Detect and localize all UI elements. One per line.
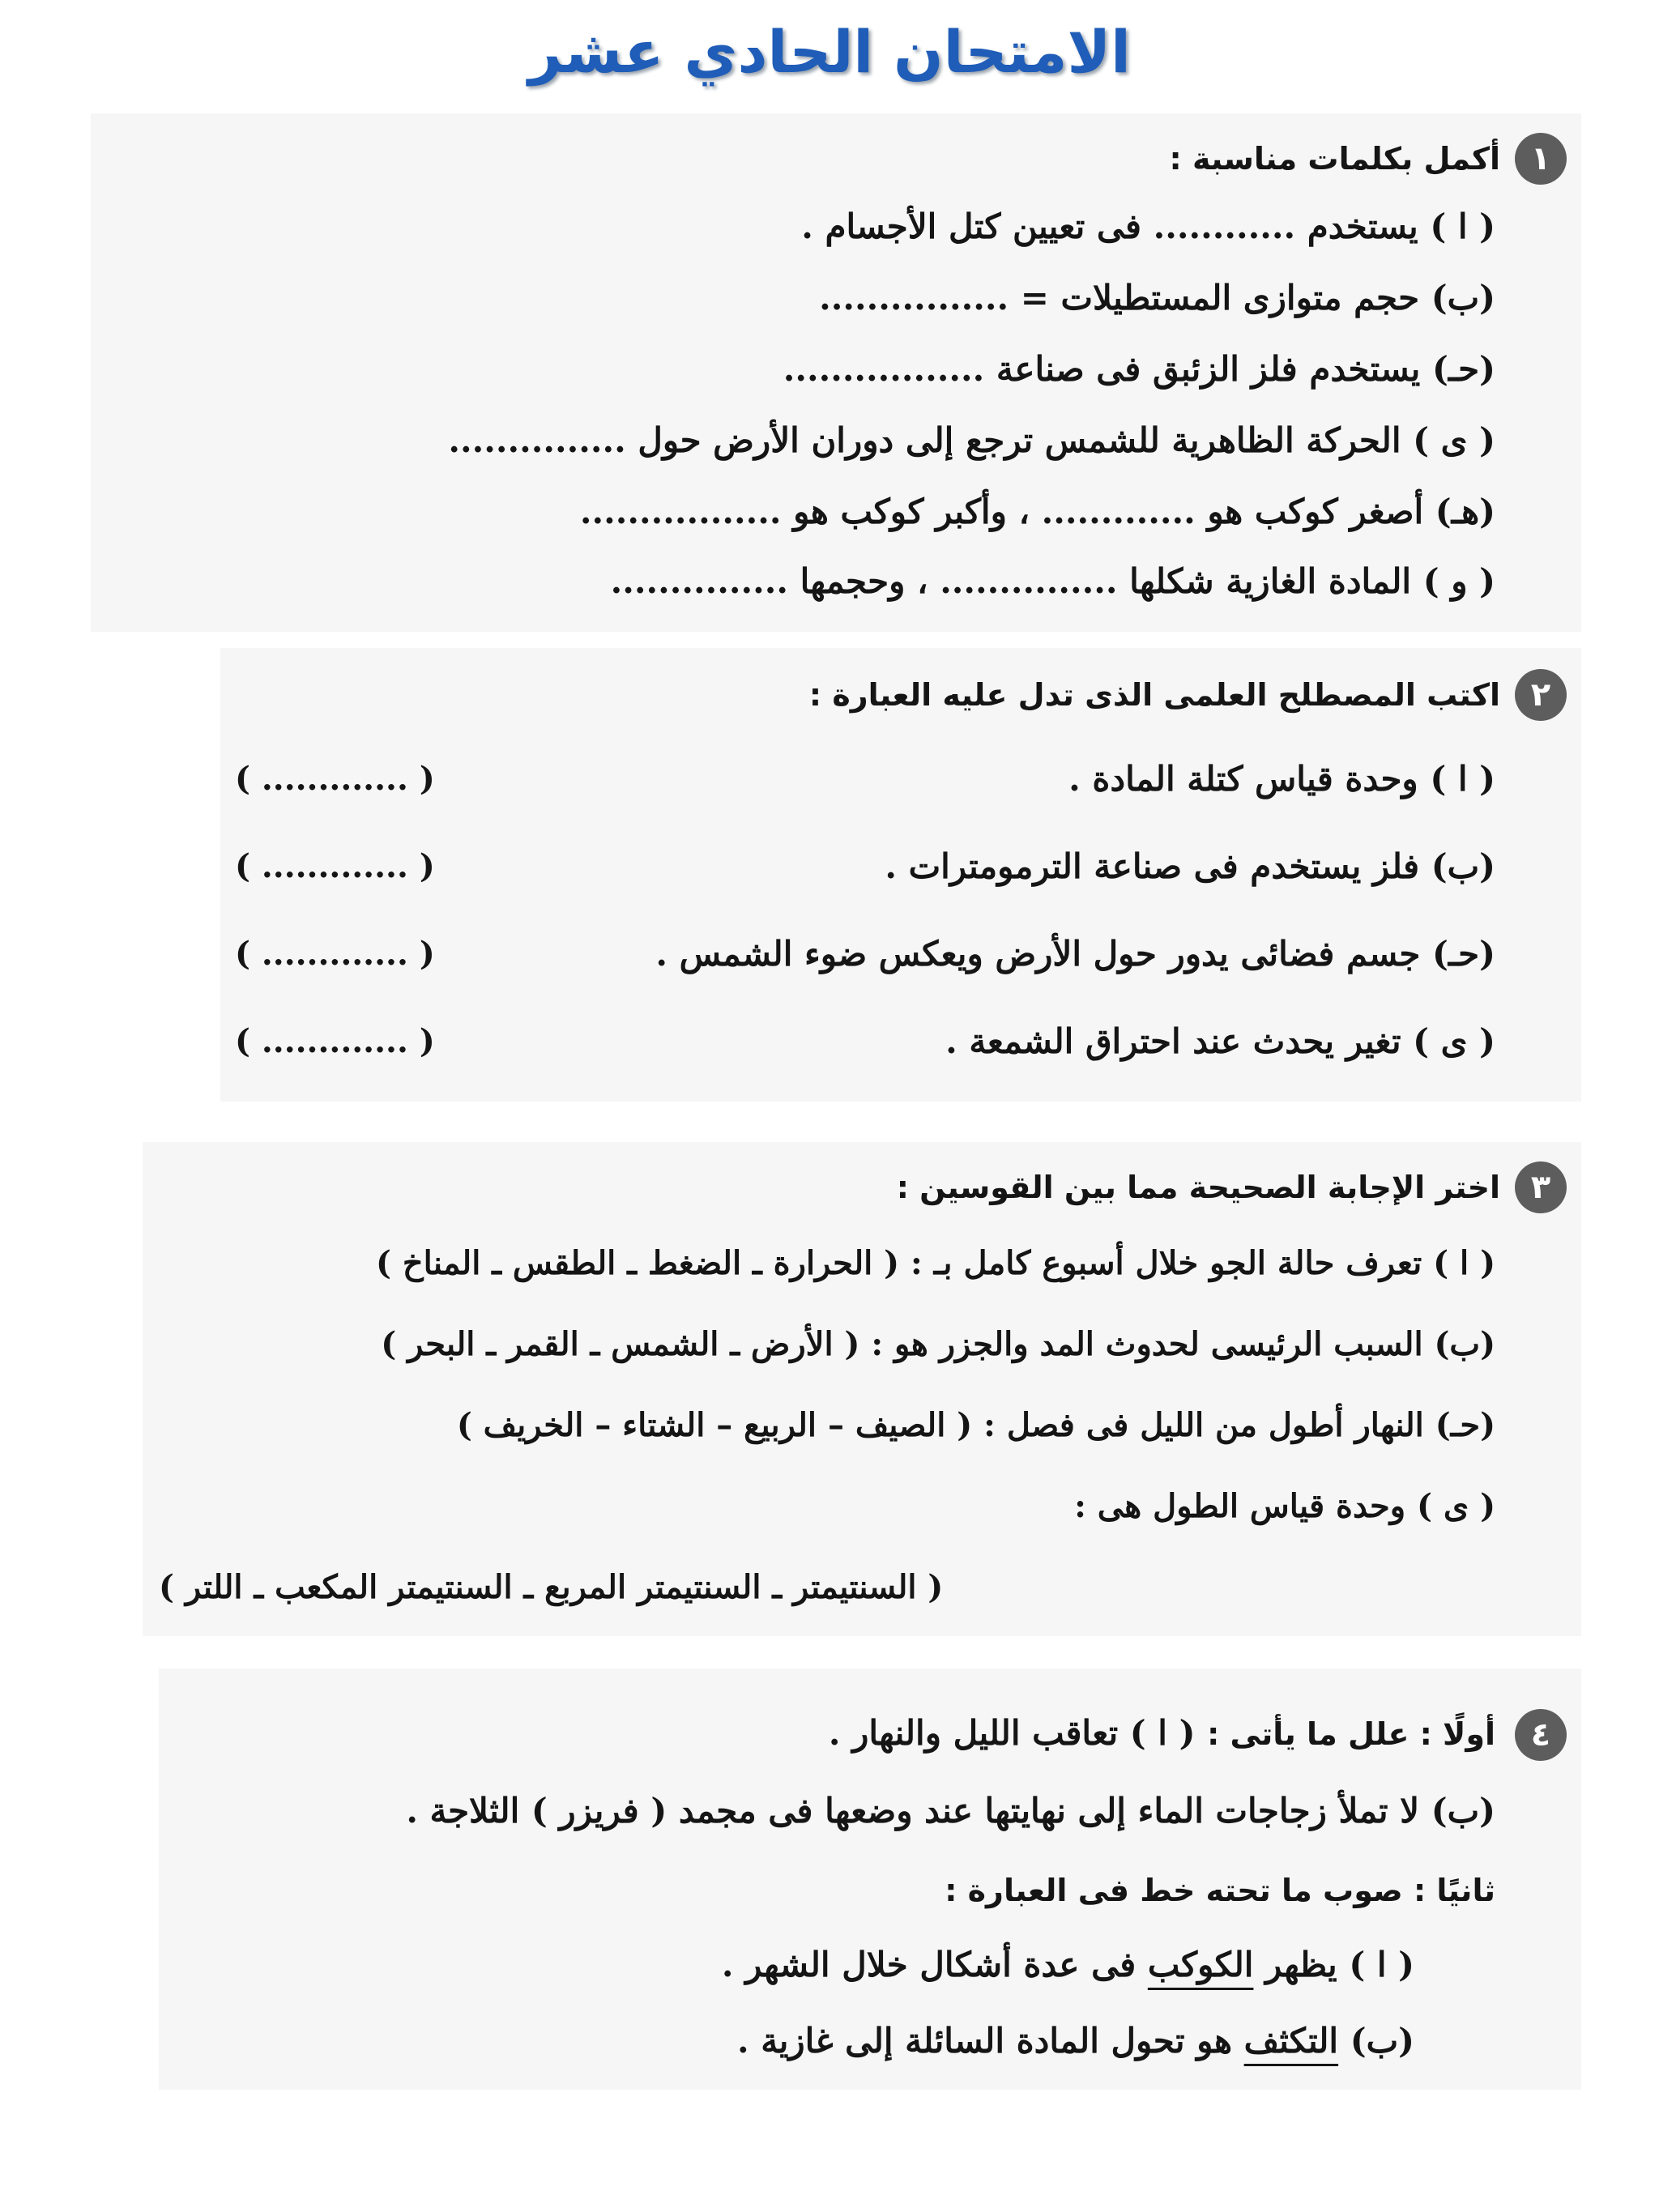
q2-answer-blank-a: ( ............. ) xyxy=(235,760,435,798)
q1-item-e: (هـ) أصغر كوكب هو ............. ، وأكبر كوكب هو ................. xyxy=(579,492,1495,531)
q1-item-d: ( ى ) الحركة الظاهرية للشمس ترجع إلى دوران الأرض حول ............... xyxy=(448,420,1495,460)
q4-second-b-underlined: التكثف xyxy=(1243,2021,1339,2061)
q2-item-d: ( ى ) تغير يحدث عند احتراق الشمعة . xyxy=(945,1021,1495,1061)
question-4-number-badge: ٤ xyxy=(1515,1709,1567,1761)
q3-item-b: (ب) السبب الرئيسى لحدوث المد والجزر هو : ( الأرض ـ الشمس ـ القمر ـ البحر ) xyxy=(381,1325,1495,1363)
q1-item-a: ( ا ) يستخدم ............ فى تعيين كتل الأجسام . xyxy=(801,207,1495,246)
q4-second-heading: ثانيًا : صوب ما تحته خط فى العبارة : xyxy=(945,1873,1495,1908)
q3-item-d-options: ( السنتيمتر ـ السنتيمتر المربع ـ السنتيمتر المكعب ـ اللتر ) xyxy=(159,1568,944,1606)
q2-answer-blank-c: ( ............. ) xyxy=(235,935,435,973)
q4-second-a-prefix: ( ا ) يظهر xyxy=(1253,1945,1414,1984)
q3-item-a: ( ا ) تعرف حالة الجو خلال أسبوع كامل بـ : ( الحرارة ـ الضغط ـ الطقس ـ المناخ ) xyxy=(376,1244,1495,1282)
q4-first-item-b: (ب) لا تملأ زجاجات الماء إلى نهايتها عند وضعها فى مجمد ( فريزر ) الثلاجة . xyxy=(406,1791,1495,1831)
q3-item-c: (حـ) النهار أطول من الليل فى فصل : ( الصيف – الربيع – الشتاء – الخريف ) xyxy=(456,1406,1495,1444)
q1-item-b: (ب) حجم متوازى المستطيلات = ................ xyxy=(819,278,1495,318)
q2-answer-blank-d: ( ............. ) xyxy=(235,1022,435,1060)
q4-second-a-underlined: الكوكب xyxy=(1147,1945,1254,1984)
q2-answer-blank-b: ( ............. ) xyxy=(235,847,435,885)
q4-first-item-a: ( ا ) تعاقب الليل والنهار . xyxy=(828,1713,1196,1753)
q4-second-b-prefix: (ب) xyxy=(1338,2021,1414,2061)
q2-item-c: (حـ) جسم فضائى يدور حول الأرض ويعكس ضوء الشمس . xyxy=(655,934,1495,974)
question-3-number-badge: ٣ xyxy=(1515,1161,1567,1213)
q4-second-item-a xyxy=(722,1942,1414,1988)
q2-item-a: ( ا ) وحدة قياس كتلة المادة . xyxy=(1068,759,1495,799)
q3-item-d: ( ى ) وحدة قياس الطول هى : xyxy=(1074,1487,1495,1525)
q2-item-b: (ب) فلز يستخدم فى صناعة الترمومترات . xyxy=(885,846,1495,886)
q4-first-heading: أولًا : علل ما يأتى : xyxy=(1207,1716,1495,1752)
question-2-number-badge: ٢ xyxy=(1515,669,1567,721)
question-2-heading: اكتب المصطلح العلمى الذى تدل عليه العبارة : xyxy=(808,677,1500,713)
question-1-heading: أكمل بكلمات مناسبة : xyxy=(1169,141,1500,177)
question-1-number-badge: ١ xyxy=(1515,133,1567,185)
q4-first-row xyxy=(829,1711,1495,1757)
q4-second-a-suffix: فى عدة أشكال خلال الشهر . xyxy=(721,1945,1148,1984)
exam-title: الامتحان الحادي عشر xyxy=(528,18,1131,86)
q1-item-c: (حـ) يستخدم فلز الزئبق فى صناعة ................. xyxy=(783,349,1495,389)
q1-item-f: ( و ) المادة الغازية شكلها ............... ، وحجمها ............... xyxy=(610,561,1495,601)
q4-second-item-b xyxy=(737,2018,1414,2064)
q4-second-b-suffix: هو تحول المادة السائلة إلى غازية . xyxy=(736,2021,1244,2061)
question-3-heading: اختر الإجابة الصحيحة مما بين القوسين : xyxy=(896,1170,1500,1205)
question-3-panel xyxy=(143,1142,1581,1636)
